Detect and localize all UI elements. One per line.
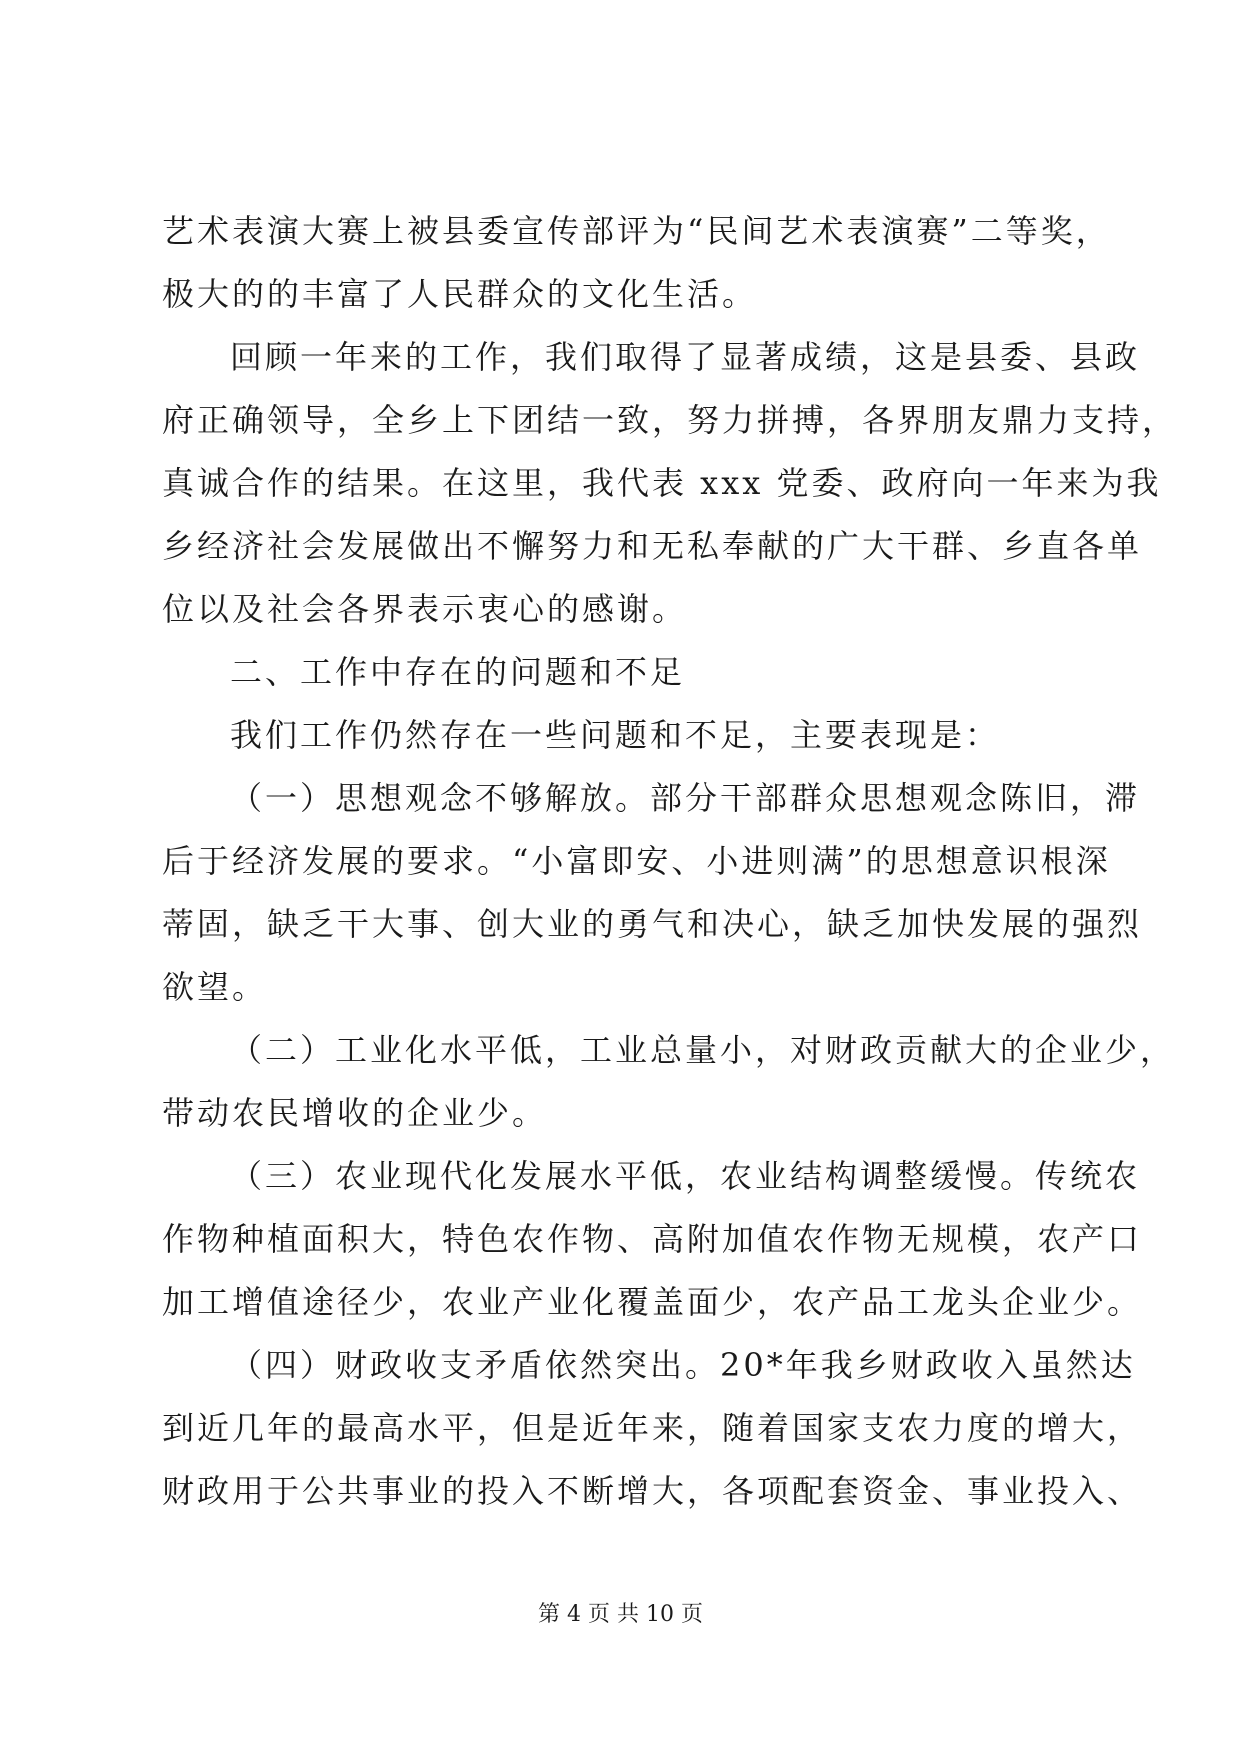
text-line: 加工增值途径少，农业产业化覆盖面少，农产品工龙头企业少。 [162, 1283, 1143, 1321]
paragraph-start-line: 回顾一年来的工作，我们取得了显著成绩，这是县委、县政 [230, 338, 1141, 376]
paragraph-start-line: （四）财政收支矛盾依然突出。20*年我乡财政收入虽然达 [230, 1346, 1136, 1384]
paragraph-start-line: （二）工业化水平低，工业总量小，对财政贡献大的企业少， [230, 1031, 1176, 1069]
text-line: 财政用于公共事业的投入不断增大，各项配套资金、事业投入、 [162, 1472, 1143, 1510]
text-line: 极大的的丰富了人民群众的文化生活。 [162, 275, 758, 313]
text-line: 府正确领导，全乡上下团结一致，努力拼搏，各界朋友鼎力支持， [162, 401, 1178, 439]
text-line: 艺术表演大赛上被县委宣传部评为“民间艺术表演赛”二等奖， [162, 212, 1111, 250]
text-line: 乡经济社会发展做出不懈努力和无私奉献的广大干群、乡直各单 [162, 527, 1143, 565]
paragraph-start-line: 我们工作仍然存在一些问题和不足，主要表现是： [230, 716, 1001, 754]
text-line: 欲望。 [162, 968, 268, 1006]
body-text [162, 200, 1178, 1523]
section-heading: 二、工作中存在的问题和不足 [230, 653, 686, 691]
text-line: 位以及社会各界表示衷心的感谢。 [162, 590, 688, 628]
page-number-footer: 第 4 页 共 10 页 [538, 1602, 703, 1627]
text-line: 带动农民增收的企业少。 [162, 1094, 548, 1132]
text-line: 真诚合作的结果。在这里，我代表 xxx 党委、政府向一年来为我 [162, 464, 1162, 502]
paragraph-start-line: （三）农业现代化发展水平低，农业结构调整缓慢。传统农 [230, 1157, 1141, 1195]
text-line: 作物种植面积大，特色农作物、高附加值农作物无规模，农产口 [162, 1220, 1143, 1258]
paragraph-start-line: （一）思想观念不够解放。部分干部群众思想观念陈旧，滞 [230, 779, 1141, 817]
text-line: 到近几年的最高水平，但是近年来，随着国家支农力度的增大， [162, 1409, 1143, 1447]
text-line: 后于经济发展的要求。“小富即安、小进则满”的思想意识根深 [162, 842, 1111, 880]
text-line: 蒂固，缺乏干大事、创大业的勇气和决心，缺乏加快发展的强烈 [162, 905, 1143, 943]
